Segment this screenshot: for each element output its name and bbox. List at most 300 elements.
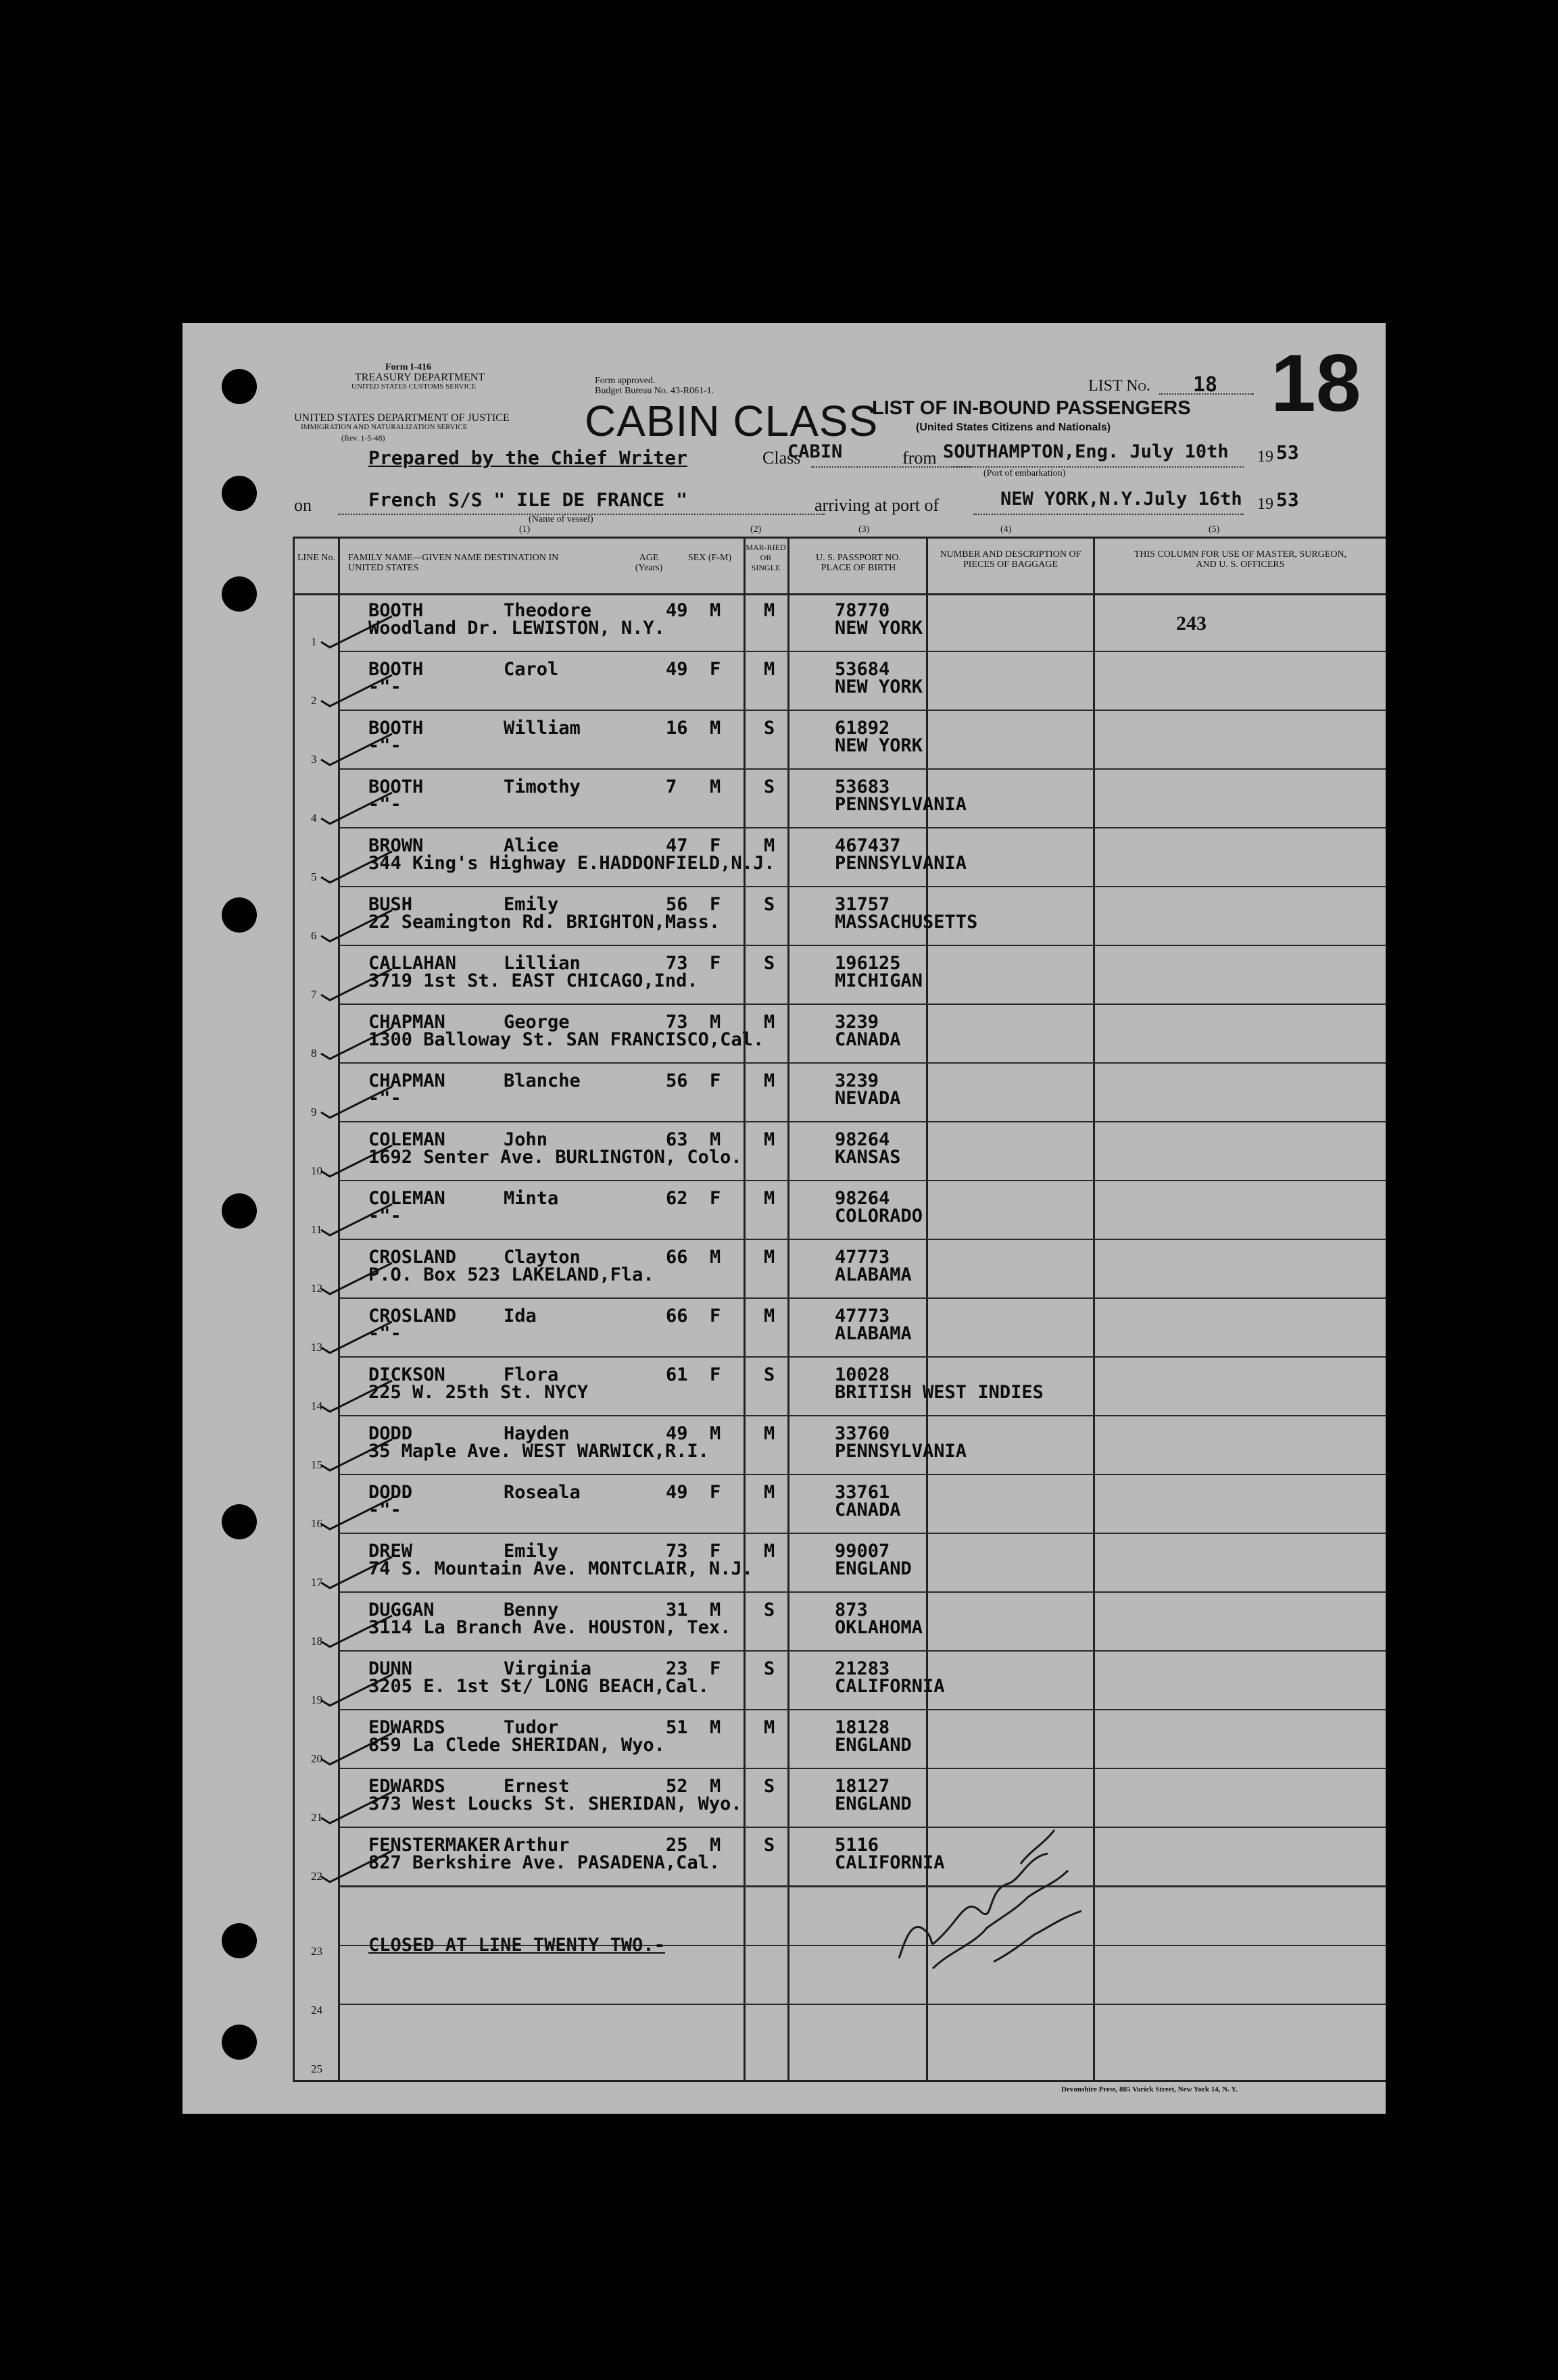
line-number: 24 xyxy=(311,2004,322,2016)
age: 16 xyxy=(666,718,688,739)
passenger-row xyxy=(182,711,1386,770)
marital-status: S xyxy=(764,1364,775,1385)
passport-number: 33760 xyxy=(835,1423,890,1444)
given-name: Alice xyxy=(504,835,559,856)
family-name: DUGGAN xyxy=(368,1600,435,1620)
year-prefix: 19 xyxy=(1257,448,1273,466)
line-number: 22 xyxy=(311,1870,322,1883)
col-number-4: (4) xyxy=(1000,524,1012,535)
line-number: 17 xyxy=(311,1576,322,1589)
age: 73 xyxy=(666,1012,688,1033)
check-mark-icon xyxy=(318,1791,399,1825)
age: 23 xyxy=(666,1658,688,1679)
marital-status: S xyxy=(764,776,775,797)
place-of-birth: BRITISH WEST INDIES xyxy=(835,1382,1044,1403)
line-number: 20 xyxy=(311,1752,322,1765)
list-no-label: LIST No. xyxy=(1088,377,1150,395)
sex: F xyxy=(710,1188,721,1209)
check-mark-icon xyxy=(318,615,399,649)
destination-address: -"- xyxy=(368,1088,401,1109)
place-of-birth: PENNSYLVANIA xyxy=(835,1441,967,1462)
passenger-row xyxy=(182,828,1386,887)
destination-address: 225 W. 25th St. NYCY xyxy=(368,1382,589,1403)
family-name: BOOTH xyxy=(368,718,424,739)
marital-status: M xyxy=(764,1012,775,1033)
check-mark-icon xyxy=(318,1673,399,1707)
passenger-row xyxy=(182,1122,1386,1181)
destination-address: -"- xyxy=(368,1499,401,1520)
destination-address: 344 King's Highway E.HADDONFIELD,N.J. xyxy=(368,853,775,874)
check-mark-icon xyxy=(318,1262,399,1295)
given-name: George xyxy=(504,1012,570,1033)
col-number-3: (3) xyxy=(858,524,870,535)
family-name: CROSLAND xyxy=(368,1306,457,1327)
sex: M xyxy=(710,718,721,739)
sex: M xyxy=(710,1129,721,1150)
passport-number: 31757 xyxy=(835,894,890,915)
given-name: Emily xyxy=(504,1541,559,1562)
list-no-value: 18 xyxy=(1193,373,1218,397)
family-name: BOOTH xyxy=(368,600,424,621)
justice-dept: UNITED STATES DEPARTMENT OF JUSTICE xyxy=(294,412,510,424)
family-name: DUNN xyxy=(368,1658,413,1679)
given-name: Minta xyxy=(504,1188,559,1209)
marital-status: S xyxy=(764,1776,775,1797)
arriving-year: 53 xyxy=(1276,489,1299,511)
age: 49 xyxy=(666,1482,688,1503)
destination-address: 3114 La Branch Ave. HOUSTON, Tex. xyxy=(368,1617,731,1638)
family-name: BOOTH xyxy=(368,659,424,680)
passport-number: 99007 xyxy=(835,1541,890,1562)
given-name: Carol xyxy=(504,659,559,680)
place-of-birth: ENGLAND xyxy=(835,1793,912,1814)
destination-address: -"- xyxy=(368,735,401,756)
line-number: 1 xyxy=(311,635,317,648)
family-name: EDWARDS xyxy=(368,1776,445,1797)
passport-number: 3239 xyxy=(835,1070,879,1091)
family-name: DODD xyxy=(368,1423,413,1444)
col-number-2: (2) xyxy=(750,524,762,535)
line-number: 7 xyxy=(311,988,317,1001)
place-of-birth: CALIFORNIA xyxy=(835,1852,945,1873)
punch-hole xyxy=(222,369,257,404)
destination-address: 1692 Senter Ave. BURLINGTON, Colo. xyxy=(368,1147,742,1168)
passport-number: 467437 xyxy=(835,835,901,856)
passport-number: 18128 xyxy=(835,1717,890,1738)
given-name: Benny xyxy=(504,1600,559,1620)
line-number: 12 xyxy=(311,1282,322,1295)
passenger-row xyxy=(182,1181,1386,1240)
marital-status: S xyxy=(764,1600,775,1620)
line-number: 8 xyxy=(311,1047,317,1060)
officer-note: 243 xyxy=(1176,612,1207,635)
marital-status: M xyxy=(764,1482,775,1503)
marital-status: S xyxy=(764,894,775,915)
col-header-married: MAR-RIED OR SINGLE xyxy=(746,543,786,572)
port-embarkation-label: (Port of embarkation) xyxy=(983,468,1066,478)
line-number: 4 xyxy=(311,812,317,824)
given-name: Roseala xyxy=(504,1482,581,1503)
marital-status: M xyxy=(764,1306,775,1327)
class-value: CABIN xyxy=(787,441,843,462)
given-name: Hayden xyxy=(504,1423,570,1444)
destination-address: 373 West Loucks St. SHERIDAN, Wyo. xyxy=(368,1793,742,1814)
family-name: CROSLAND xyxy=(368,1247,457,1268)
destination-address: 827 Berkshire Ave. PASADENA,Cal. xyxy=(368,1852,721,1873)
marital-status: M xyxy=(764,835,775,856)
sex: M xyxy=(710,1012,721,1033)
passenger-row xyxy=(182,887,1386,946)
sex: M xyxy=(710,1717,721,1738)
line-number: 13 xyxy=(311,1341,322,1354)
given-name: Flora xyxy=(504,1364,559,1385)
passport-number: 47773 xyxy=(835,1247,890,1268)
check-mark-icon xyxy=(318,1026,399,1060)
prepared-by: Prepared by the Chief Writer xyxy=(368,447,688,469)
line-number: 3 xyxy=(311,753,317,766)
marital-status: S xyxy=(764,718,775,739)
line-number: 23 xyxy=(311,1945,322,1958)
sex: M xyxy=(710,776,721,797)
from-year: 53 xyxy=(1276,441,1299,464)
sex: F xyxy=(710,894,721,915)
sex: F xyxy=(710,953,721,974)
sex: M xyxy=(710,1247,721,1268)
destination-address: 35 Maple Ave. WEST WARWICK,R.I. xyxy=(368,1441,709,1462)
col-header-officers: THIS COLUMN FOR USE OF MASTER, SURGEON, AND U. S. OFFICERS xyxy=(1134,549,1347,570)
check-mark-icon xyxy=(318,1144,399,1178)
place-of-birth: CALIFORNIA xyxy=(835,1676,945,1697)
age: 66 xyxy=(666,1306,688,1327)
passport-number: 33761 xyxy=(835,1482,890,1503)
sex: F xyxy=(710,1070,721,1091)
given-name: Arthur xyxy=(504,1835,570,1856)
arriving-value: NEW YORK,N.Y.July 16th xyxy=(1000,489,1242,510)
age: 49 xyxy=(666,1423,688,1444)
col-header-sex: SEX (F-M) xyxy=(687,553,732,563)
passenger-row xyxy=(182,1475,1386,1534)
marital-status: M xyxy=(764,1423,775,1444)
from-label: from xyxy=(902,448,937,468)
family-name: DODD xyxy=(368,1482,413,1503)
passport-number: 47773 xyxy=(835,1306,890,1327)
check-mark-icon xyxy=(318,968,399,1001)
age: 52 xyxy=(666,1776,688,1797)
place-of-birth: MICHIGAN xyxy=(835,970,923,991)
sex: F xyxy=(710,659,721,680)
family-name: EDWARDS xyxy=(368,1717,445,1738)
col-header-baggage: NUMBER AND DESCRIPTION OF PIECES OF BAGGAGE xyxy=(940,549,1081,570)
line-number: 6 xyxy=(311,929,317,942)
place-of-birth: PENNSYLVANIA xyxy=(835,853,967,874)
inspector-signature xyxy=(885,1816,1109,1972)
vessel-name-label: (Name of vessel) xyxy=(529,514,593,524)
marital-status: M xyxy=(764,1188,775,1209)
place-of-birth: KANSAS xyxy=(835,1147,901,1168)
family-name: COLEMAN xyxy=(368,1129,445,1150)
class-label: Class xyxy=(762,448,801,468)
destination-address: -"- xyxy=(368,794,401,815)
marital-status: M xyxy=(764,1717,775,1738)
line-number: 11 xyxy=(311,1223,322,1236)
family-name: FENSTERMAKER xyxy=(368,1835,501,1856)
row-divider xyxy=(338,1886,1386,1887)
sex: F xyxy=(710,1658,721,1679)
passenger-row xyxy=(182,1005,1386,1064)
passenger-row xyxy=(182,1299,1386,1358)
check-mark-icon xyxy=(318,1379,399,1413)
arriving-year-prefix: 19 xyxy=(1257,495,1273,513)
passport-number: 78770 xyxy=(835,600,890,621)
sex: F xyxy=(710,1306,721,1327)
line-number: 19 xyxy=(311,1693,322,1706)
given-name: Tudor xyxy=(504,1717,559,1738)
age: 73 xyxy=(666,1541,688,1562)
passport-number: 61892 xyxy=(835,718,890,739)
page-number: 18 xyxy=(1271,338,1361,428)
punch-hole xyxy=(222,1923,257,1958)
manifest-sheet xyxy=(182,323,1386,2114)
passenger-row xyxy=(182,1828,1386,1887)
age: 31 xyxy=(666,1600,688,1620)
check-mark-icon xyxy=(318,1320,399,1354)
col-header-age: AGE (Years) xyxy=(635,553,663,573)
printer-imprint: Devonshire Press, 885 Varick Street, New York 14, N. Y. xyxy=(1061,2085,1238,2093)
passport-number: 18127 xyxy=(835,1776,890,1797)
marital-status: M xyxy=(764,1541,775,1562)
destination-address: 3205 E. 1st St/ LONG BEACH,Cal. xyxy=(368,1676,709,1697)
place-of-birth: NEVADA xyxy=(835,1088,901,1109)
sex: M xyxy=(710,1600,721,1620)
passenger-row xyxy=(182,1534,1386,1593)
destination-address: 22 Seamington Rd. BRIGHTON,Mass. xyxy=(368,912,721,933)
place-of-birth: NEW YORK xyxy=(835,618,923,639)
age: 56 xyxy=(666,1070,688,1091)
line-number: 25 xyxy=(311,2062,322,2075)
destination-address: 859 La Clede SHERIDAN, Wyo. xyxy=(368,1735,665,1756)
age: 63 xyxy=(666,1129,688,1150)
passenger-row xyxy=(182,652,1386,711)
row-divider xyxy=(338,2004,1386,2005)
line-number: 16 xyxy=(311,1517,322,1530)
check-mark-icon xyxy=(318,909,399,943)
place-of-birth: ALABAMA xyxy=(835,1264,912,1285)
marital-status: M xyxy=(764,1129,775,1150)
customs-service: UNITED STATES CUSTOMS SERVICE xyxy=(351,382,477,391)
marital-status: S xyxy=(764,953,775,974)
line-number: 15 xyxy=(311,1458,322,1471)
place-of-birth: ENGLAND xyxy=(835,1735,912,1756)
check-mark-icon xyxy=(318,1614,399,1648)
family-name: DREW xyxy=(368,1541,413,1562)
given-name: Clayton xyxy=(504,1247,581,1268)
marital-status: S xyxy=(764,1835,775,1856)
col-header-name: FAMILY NAME—GIVEN NAME DESTINATION IN UNITED STATES xyxy=(348,553,559,573)
age: 47 xyxy=(666,835,688,856)
col-number-1: (1) xyxy=(519,524,531,535)
sex: M xyxy=(710,600,721,621)
passport-number: 196125 xyxy=(835,953,901,974)
treasury-dept: TREASURY DEPARTMENT xyxy=(355,372,485,383)
destination-address: 74 S. Mountain Ave. MONTCLAIR, N.J. xyxy=(368,1558,753,1579)
destination-address: 1300 Balloway St. SAN FRANCISCO,Cal. xyxy=(368,1029,764,1050)
passport-number: 53683 xyxy=(835,776,890,797)
passport-number: 53684 xyxy=(835,659,890,680)
age: 66 xyxy=(666,1247,688,1268)
check-mark-icon xyxy=(318,674,399,708)
sex: F xyxy=(710,835,721,856)
check-mark-icon xyxy=(318,1203,399,1237)
passenger-row xyxy=(182,946,1386,1005)
check-mark-icon xyxy=(318,1556,399,1589)
sex: M xyxy=(710,1423,721,1444)
check-mark-icon xyxy=(318,850,399,884)
table-bottom-border xyxy=(293,2080,1386,2082)
marital-status: M xyxy=(764,659,775,680)
line-number: 5 xyxy=(311,870,317,883)
arriving-label: arriving at port of xyxy=(814,495,940,515)
passenger-row xyxy=(182,1064,1386,1122)
sex: F xyxy=(710,1364,721,1385)
closed-statement: CLOSED AT LINE TWENTY TWO.- xyxy=(368,1935,665,1956)
family-name: BUSH xyxy=(368,894,413,915)
line-number: 21 xyxy=(311,1811,322,1824)
place-of-birth: CANADA xyxy=(835,1499,901,1520)
punch-hole xyxy=(222,2025,257,2060)
family-name: COLEMAN xyxy=(368,1188,445,1209)
given-name: Blanche xyxy=(504,1070,581,1091)
check-mark-icon xyxy=(318,733,399,766)
table-top-border xyxy=(293,537,1386,539)
passenger-row xyxy=(182,1240,1386,1299)
check-mark-icon xyxy=(318,1438,399,1472)
revision: (Rev. 1-5-48) xyxy=(341,433,385,443)
passport-number: 5116 xyxy=(835,1835,879,1856)
given-name: Ida xyxy=(504,1306,537,1327)
place-of-birth: NEW YORK xyxy=(835,676,923,697)
place-of-birth: CANADA xyxy=(835,1029,901,1050)
age: 62 xyxy=(666,1188,688,1209)
passenger-row xyxy=(182,1416,1386,1475)
passport-number: 21283 xyxy=(835,1658,890,1679)
line-number: 10 xyxy=(311,1164,322,1177)
given-name: Virginia xyxy=(504,1658,592,1679)
family-name: BOOTH xyxy=(368,776,424,797)
age: 61 xyxy=(666,1364,688,1385)
place-of-birth: ALABAMA xyxy=(835,1323,912,1344)
place-of-birth: PENNSYLVANIA xyxy=(835,794,967,815)
family-name: DICKSON xyxy=(368,1364,445,1385)
passport-number: 98264 xyxy=(835,1188,890,1209)
age: 51 xyxy=(666,1717,688,1738)
col-number-5: (5) xyxy=(1209,524,1220,535)
list-title: LIST OF IN-BOUND PASSENGERS xyxy=(872,397,1191,419)
age: 56 xyxy=(666,894,688,915)
family-name: CHAPMAN xyxy=(368,1070,445,1091)
family-name: CHAPMAN xyxy=(368,1012,445,1033)
place-of-birth: ENGLAND xyxy=(835,1558,912,1579)
family-name: BROWN xyxy=(368,835,424,856)
passport-number: 873 xyxy=(835,1600,868,1620)
sex: M xyxy=(710,1835,721,1856)
place-of-birth: COLORADO xyxy=(835,1206,923,1226)
check-mark-icon xyxy=(318,1850,399,1883)
line-number: 14 xyxy=(311,1399,322,1412)
age: 49 xyxy=(666,600,688,621)
place-of-birth: OKLAHOMA xyxy=(835,1617,923,1638)
line-number: 18 xyxy=(311,1635,322,1647)
place-of-birth: MASSACHUSETTS xyxy=(835,912,978,933)
passenger-row xyxy=(182,770,1386,828)
punch-hole xyxy=(222,476,257,511)
place-of-birth: NEW YORK xyxy=(835,735,923,756)
given-name: Emily xyxy=(504,894,559,915)
check-mark-icon xyxy=(318,1497,399,1531)
passenger-row xyxy=(182,1652,1386,1710)
line-number: 2 xyxy=(311,694,317,707)
cabin-class-title: CABIN CLASS xyxy=(585,397,879,445)
given-name: John xyxy=(504,1129,548,1150)
given-name: Timothy xyxy=(504,776,581,797)
passenger-row xyxy=(182,1358,1386,1416)
check-mark-icon xyxy=(318,791,399,825)
age: 25 xyxy=(666,1835,688,1856)
passenger-row xyxy=(182,1593,1386,1652)
sex: F xyxy=(710,1541,721,1562)
destination-address: -"- xyxy=(368,1206,401,1226)
sex: F xyxy=(710,1482,721,1503)
list-subtitle: (United States Citizens and Nationals) xyxy=(916,422,1111,433)
passenger-row xyxy=(182,593,1386,652)
given-name: Ernest xyxy=(504,1776,570,1797)
passenger-row xyxy=(182,1710,1386,1769)
marital-status: M xyxy=(764,1070,775,1091)
destination-address: -"- xyxy=(368,676,401,697)
passport-number: 10028 xyxy=(835,1364,890,1385)
marital-status: M xyxy=(764,600,775,621)
passenger-row xyxy=(182,1769,1386,1828)
given-name: William xyxy=(504,718,581,739)
destination-address: -"- xyxy=(368,1323,401,1344)
from-value: SOUTHAMPTON,Eng. July 10th xyxy=(943,441,1229,462)
age: 73 xyxy=(666,953,688,974)
age: 7 xyxy=(666,776,677,797)
on-label: on xyxy=(294,495,312,515)
marital-status: S xyxy=(764,1658,775,1679)
check-mark-icon xyxy=(318,1085,399,1119)
col-header-passport: U. S. PASSPORT NO. PLACE OF BIRTH xyxy=(816,553,901,573)
passport-number: 3239 xyxy=(835,1012,879,1033)
form-approved: Form approved. xyxy=(595,376,656,386)
given-name: Theodore xyxy=(504,600,592,621)
budget-bureau: Budget Bureau No. 43-R061-1. xyxy=(595,386,714,396)
destination-address: Woodland Dr. LEWISTON, N.Y. xyxy=(368,618,665,639)
line-number: 9 xyxy=(311,1106,317,1118)
vessel-value: French S/S " ILE DE FRANCE " xyxy=(368,489,688,511)
sex: M xyxy=(710,1776,721,1797)
passport-number: 98264 xyxy=(835,1129,890,1150)
destination-address: P.O. Box 523 LAKELAND,Fla. xyxy=(368,1264,654,1285)
form-number: Form I-416 xyxy=(385,362,432,372)
age: 49 xyxy=(666,659,688,680)
destination-address: 3719 1st St. EAST CHICAGO,Ind. xyxy=(368,970,698,991)
marital-status: M xyxy=(764,1247,775,1268)
given-name: Lillian xyxy=(504,953,581,974)
check-mark-icon xyxy=(318,1732,399,1766)
immigration-service: IMMIGRATION AND NATURALIZATION SERVICE xyxy=(301,423,468,431)
col-header-line-no: LINE No. xyxy=(297,553,335,563)
family-name: CALLAHAN xyxy=(368,953,457,974)
